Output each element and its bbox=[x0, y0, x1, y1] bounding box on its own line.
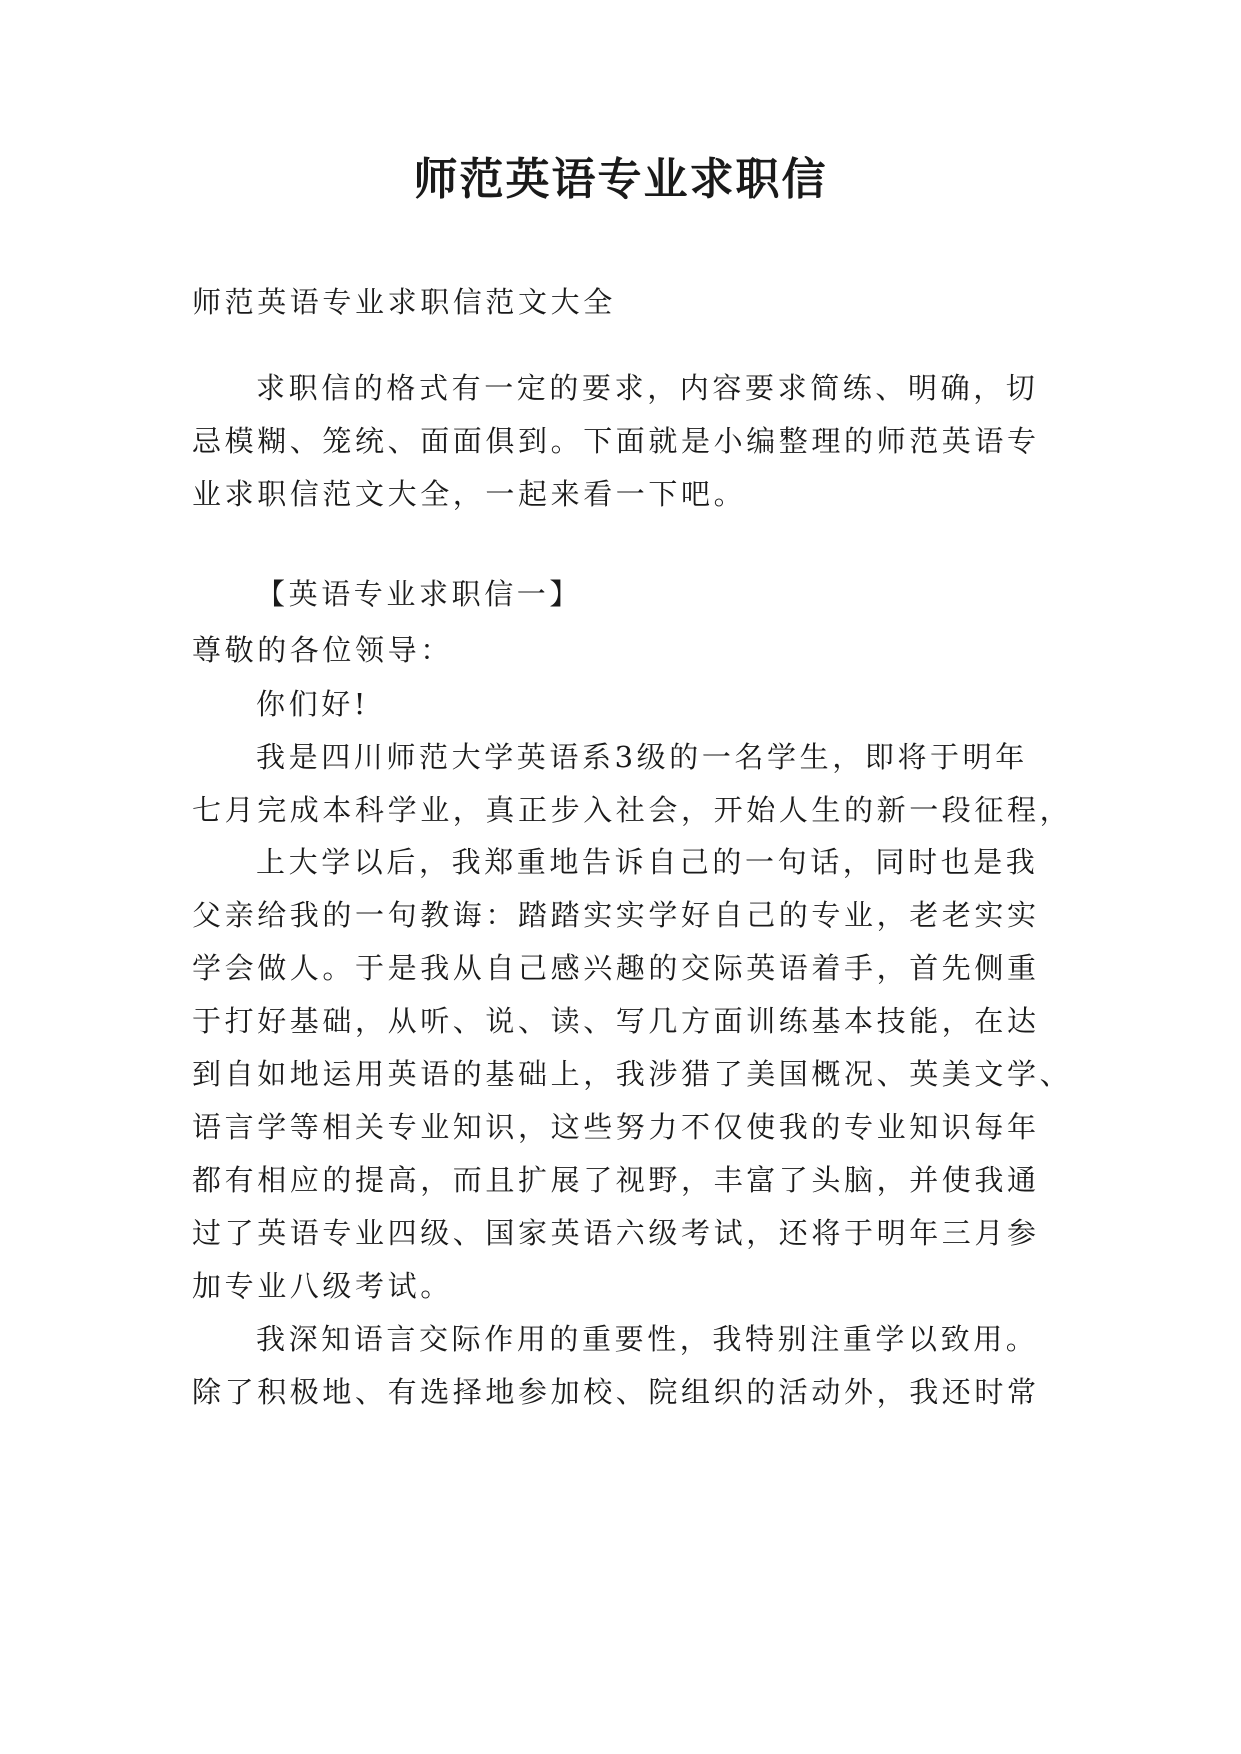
paragraph-line: 忌模糊、笼统、面面俱到。下面就是小编整理的师范英语专 bbox=[192, 424, 1040, 458]
paragraph-line: 上大学以后，我郑重地告诉自己的一句话，同时也是我 bbox=[256, 845, 1039, 879]
document-title: 师范英语专业求职信 bbox=[413, 154, 828, 205]
paragraph-line: 父亲给我的一句教诲：踏踏实实学好自己的专业，老老实实 bbox=[192, 898, 1040, 932]
section-heading: 【英语专业求职信一】 bbox=[256, 577, 583, 611]
greeting: 你们好! bbox=[256, 687, 370, 721]
salutation: 尊敬的各位领导： bbox=[192, 633, 453, 667]
paragraph-line: 除了积极地、有选择地参加校、院组织的活动外，我还时常 bbox=[192, 1375, 1040, 1409]
paragraph-line: 过了英语专业四级、国家英语六级考试，还将于明年三月参 bbox=[192, 1216, 1040, 1250]
paragraph-line: 到自如地运用英语的基础上，我涉猎了美国概况、英美文学、 bbox=[192, 1057, 1073, 1091]
paragraph-line: 业求职信范文大全，一起来看一下吧。 bbox=[192, 477, 747, 511]
paragraph-line: 都有相应的提高，而且扩展了视野，丰富了头脑，并使我通 bbox=[192, 1163, 1040, 1197]
document-subtitle: 师范英语专业求职信范文大全 bbox=[192, 285, 616, 319]
paragraph-line: 我深知语言交际作用的重要性，我特别注重学以致用。 bbox=[256, 1322, 1039, 1356]
paragraph-line: 语言学等相关专业知识，这些努力不仅使我的专业知识每年 bbox=[192, 1110, 1040, 1144]
paragraph-line: 加专业八级考试。 bbox=[192, 1269, 453, 1303]
paragraph-line: 学会做人。于是我从自己感兴趣的交际英语着手，首先侧重 bbox=[192, 951, 1040, 985]
paragraph-line: 于打好基础，从听、说、读、写几方面训练基本技能，在达 bbox=[192, 1004, 1040, 1038]
paragraph-line: 求职信的格式有一定的要求，内容要求简练、明确，切 bbox=[256, 371, 1039, 405]
paragraph-line: 七月完成本科学业，真正步入社会，开始人生的新一段征程， bbox=[192, 793, 1073, 827]
paragraph-line: 我是四川师范大学英语系3级的一名学生，即将于明年 bbox=[256, 740, 1028, 774]
